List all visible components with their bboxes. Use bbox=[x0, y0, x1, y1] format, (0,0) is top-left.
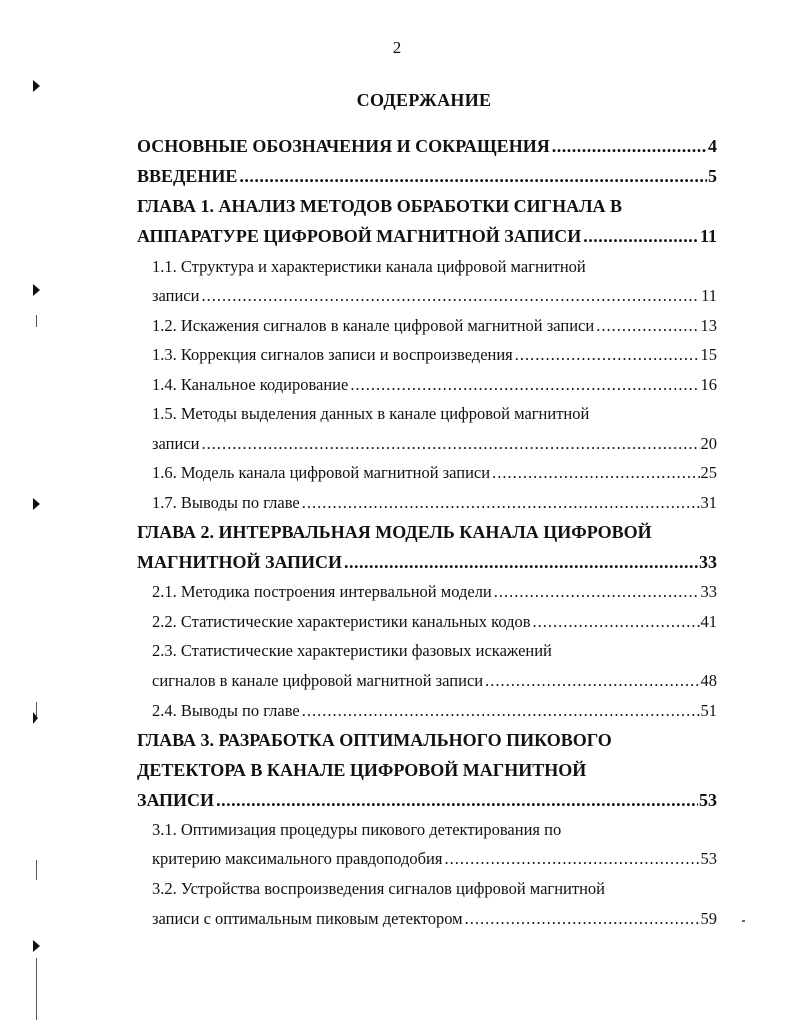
toc-page-number: 5 bbox=[708, 166, 717, 186]
toc-entry-text: 1.3. Коррекция сигналов записи и воспроизведения bbox=[152, 345, 513, 364]
toc-entry-3-2-cont[interactable] bbox=[152, 906, 717, 932]
toc-entry-3-1-cont[interactable] bbox=[152, 846, 717, 872]
page-title: СОДЕРЖАНИЕ bbox=[356, 90, 492, 110]
leader-dots bbox=[216, 787, 698, 813]
toc-page-number: 15 bbox=[700, 345, 717, 364]
toc-entry-text: ЗАПИСИ bbox=[137, 790, 215, 810]
leader-dots bbox=[201, 283, 700, 309]
toc-entry-1-2[interactable] bbox=[152, 313, 717, 339]
scan-line bbox=[36, 315, 37, 327]
leader-dots bbox=[485, 668, 699, 694]
toc-page-number: 11 bbox=[699, 226, 717, 246]
toc-entry-text: ГЛАВА 2. ИНТЕРВАЛЬНАЯ МОДЕЛЬ КАНАЛА ЦИФРОВОЙ bbox=[137, 522, 652, 542]
leader-dots bbox=[596, 313, 699, 339]
toc-entry-text: сигналов в канале цифровой магнитной записи bbox=[152, 671, 484, 690]
leader-dots bbox=[465, 906, 700, 932]
toc-entry-1-5-cont[interactable] bbox=[152, 431, 717, 457]
binding-mark-icon bbox=[33, 80, 40, 92]
leader-dots bbox=[583, 223, 699, 249]
toc-entry-2-4[interactable] bbox=[152, 698, 717, 724]
toc-entry-2-3[interactable] bbox=[152, 638, 717, 664]
toc-entry-text: 1.5. Методы выделения данных в канале цифровой магнитной bbox=[152, 404, 590, 423]
toc-entry-introduction[interactable] bbox=[137, 163, 717, 189]
toc-entry-text: записи с оптимальным пиковым детектором bbox=[152, 909, 463, 928]
leader-dots bbox=[552, 133, 707, 159]
toc-entry-text: 1.7. Выводы по главе bbox=[152, 493, 300, 512]
toc-page-number: 11 bbox=[701, 286, 717, 305]
toc-entry-chapter-3-cont-2[interactable] bbox=[137, 787, 717, 813]
toc-entry-text: ОСНОВНЫЕ ОБОЗНАЧЕНИЯ И СОКРАЩЕНИЯ bbox=[137, 136, 550, 156]
leader-dots bbox=[239, 163, 707, 189]
binding-mark-icon bbox=[33, 498, 40, 510]
toc-entry-text: 2.2. Статистические характеристики канальных кодов bbox=[152, 612, 531, 631]
leader-dots bbox=[492, 460, 699, 486]
leader-dots bbox=[344, 549, 698, 575]
toc-entry-2-2[interactable] bbox=[152, 609, 717, 635]
leader-dots bbox=[494, 579, 700, 605]
toc-entry-text: 1.4. Канальное кодирование bbox=[152, 375, 349, 394]
toc-page-number: 53 bbox=[700, 849, 717, 868]
toc-entry-2-1[interactable] bbox=[152, 579, 717, 605]
toc-entry-1-1[interactable] bbox=[152, 254, 717, 280]
toc-page-number: 4 bbox=[708, 136, 717, 156]
toc-entry-text: 3.2. Устройства воспроизведения сигналов цифровой магнитной bbox=[152, 879, 605, 898]
toc-entry-text: ВВЕДЕНИЕ bbox=[137, 166, 238, 186]
toc-page-number: 41 bbox=[700, 612, 717, 631]
toc-entry-text: 1.2. Искажения сигналов в канале цифровой магнитной записи bbox=[152, 316, 595, 335]
toc-entry-1-4[interactable] bbox=[152, 372, 717, 398]
binding-mark-icon bbox=[33, 284, 40, 296]
toc-page-number: 13 bbox=[700, 316, 717, 335]
leader-dots bbox=[533, 609, 700, 635]
toc-page-number: 31 bbox=[700, 493, 717, 512]
toc-page-number: 53 bbox=[699, 790, 717, 810]
toc-page-number: 20 bbox=[700, 434, 717, 453]
toc-entry-notation[interactable] bbox=[137, 133, 717, 159]
toc-entry-text: 2.4. Выводы по главе bbox=[152, 701, 300, 720]
toc-entry-text: ГЛАВА 1. АНАЛИЗ МЕТОДОВ ОБРАБОТКИ СИГНАЛА В bbox=[137, 196, 622, 216]
toc-entry-1-5[interactable] bbox=[152, 401, 717, 427]
leader-dots bbox=[444, 846, 699, 872]
toc-entry-chapter-3[interactable] bbox=[137, 727, 717, 753]
toc-entry-text: 2.3. Статистические характеристики фазовых искажений bbox=[152, 641, 552, 660]
leader-dots bbox=[302, 490, 700, 516]
toc-entry-text: записи bbox=[152, 434, 200, 453]
leader-dots bbox=[302, 698, 700, 724]
toc-entry-chapter-2[interactable] bbox=[137, 519, 717, 545]
scan-line bbox=[36, 860, 37, 880]
toc-entry-1-3[interactable] bbox=[152, 342, 717, 368]
toc-entry-1-6[interactable] bbox=[152, 460, 717, 486]
toc-page-number: 33 bbox=[700, 582, 717, 601]
toc-entry-text: МАГНИТНОЙ ЗАПИСИ bbox=[137, 552, 343, 572]
toc-entry-text: 1.1. Структура и характеристики канала цифровой магнитной bbox=[152, 257, 586, 276]
scan-line bbox=[36, 958, 37, 1020]
toc-entry-1-1-cont[interactable] bbox=[152, 283, 717, 309]
toc-page-number: 25 bbox=[700, 463, 717, 482]
toc-page-number: 16 bbox=[700, 375, 717, 394]
leader-dots bbox=[515, 342, 700, 368]
toc-entry-chapter-3-cont[interactable] bbox=[137, 757, 717, 783]
toc-entry-3-2[interactable] bbox=[152, 876, 717, 902]
toc-page-number: 59 bbox=[700, 909, 717, 928]
binding-mark-icon bbox=[33, 940, 40, 952]
toc-entry-text: 3.1. Оптимизация процедуры пикового детектирования по bbox=[152, 820, 562, 839]
toc-entry-chapter-1[interactable] bbox=[137, 193, 717, 219]
leader-dots bbox=[350, 372, 699, 398]
toc-entry-text: 2.1. Методика построения интервальной модели bbox=[152, 582, 492, 601]
toc-page-number: 48 bbox=[700, 671, 717, 690]
leader-dots bbox=[201, 431, 699, 457]
toc-entry-chapter-2-cont[interactable] bbox=[137, 549, 717, 575]
page-number: 2 bbox=[392, 38, 402, 57]
toc-page-number: 51 bbox=[700, 701, 717, 720]
toc-entry-text: критерию максимального правдоподобия bbox=[152, 849, 443, 868]
toc-entry-text: записи bbox=[152, 286, 200, 305]
toc-entry-chapter-1-cont[interactable] bbox=[137, 223, 717, 249]
toc-entry-text: ГЛАВА 3. РАЗРАБОТКА ОПТИМАЛЬНОГО ПИКОВОГО bbox=[137, 730, 612, 750]
toc-entry-3-1[interactable] bbox=[152, 817, 717, 843]
binding-mark-icon bbox=[33, 712, 38, 724]
toc-entry-text: 1.6. Модель канала цифровой магнитной записи bbox=[152, 463, 491, 482]
toc-page-number: 33 bbox=[699, 552, 717, 572]
toc-entry-1-7[interactable] bbox=[152, 490, 717, 516]
toc-entry-text: АППАРАТУРЕ ЦИФРОВОЙ МАГНИТНОЙ ЗАПИСИ bbox=[137, 226, 582, 246]
toc-entry-2-3-cont[interactable] bbox=[152, 668, 717, 694]
scan-speck bbox=[742, 920, 745, 922]
toc-entry-text: ДЕТЕКТОРА В КАНАЛЕ ЦИФРОВОЙ МАГНИТНОЙ bbox=[137, 760, 587, 780]
